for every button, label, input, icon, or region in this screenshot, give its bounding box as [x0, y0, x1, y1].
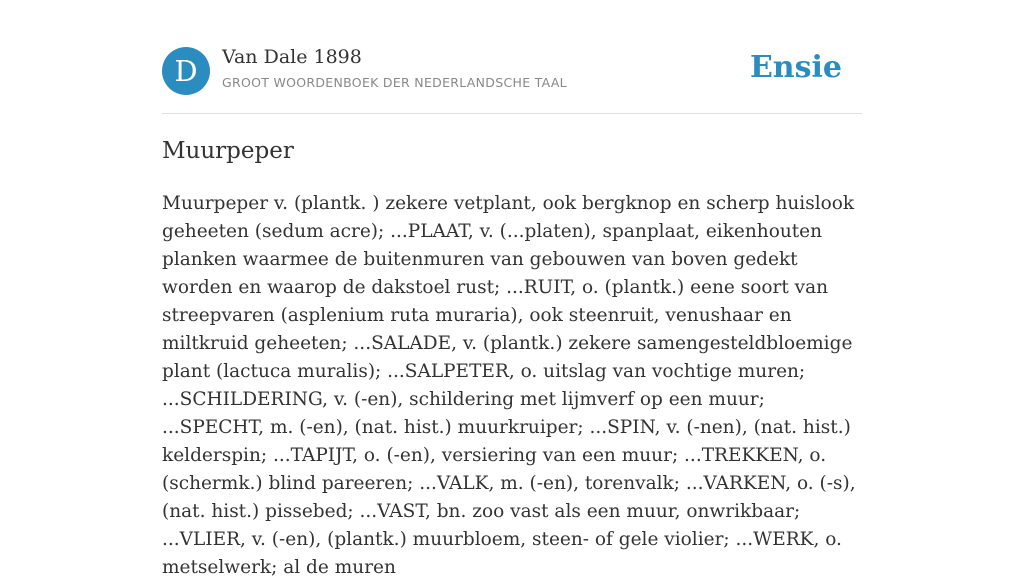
dictionary-subtitle: GROOT WOORDENBOEK DER NEDERLANDSCHE TAAL	[222, 75, 567, 90]
header	[162, 0, 862, 114]
dictionary-name[interactable]: Van Dale 1898	[222, 46, 362, 68]
ensie-logo[interactable]: Ensie	[749, 50, 842, 85]
dictionary-logo[interactable]: D	[162, 47, 210, 95]
page-container	[162, 0, 862, 578]
entry-title: Muurpeper	[162, 138, 294, 164]
entry-definition: Muurpeper v. (plantk. ) zekere vetplant, ook bergknop en scherp huislook geheeten (sedum acre); ...PLAAT, v. (...platen), spanplaat, eikenhouten planken waarmee de buitenmuren van gebouwen van boven gedekt worden en waarop de dakstoel rust; ...RUIT, o. (plantk.) eene soort van streepvaren (asplenium ruta muraria), ook steenruit, venushaar en miltkruid geheeten; ...SALADE, v. (plantk.) zekere samengesteldbloemige plant (lactuca muralis); ...SALPETER, o. uitslag van vochtige muren; ...SCHILDERING, v. (-en), schildering met lijmverf op een muur; ...SPECHT, m. (-en), (nat. hist.) muurkruiper; ...SPIN, v. (-nen), (nat. hist.) kelderspin; ...TAPIJT, o. (-en), versiering van een muur; ...TREKKEN, o. (schermk.) blind pareeren; ...VALK, m. (-en), torenvalk; ...VARKEN, o. (-s), (nat. hist.) pissebed; ...VAST, bn. zoo vast als een muur, onwrikbaar; ...VLIER, v. (-en), (plantk.) muurbloem, steen- of gele violier; ...WERK, o. metselwerk; al de muren	[162, 193, 856, 578]
